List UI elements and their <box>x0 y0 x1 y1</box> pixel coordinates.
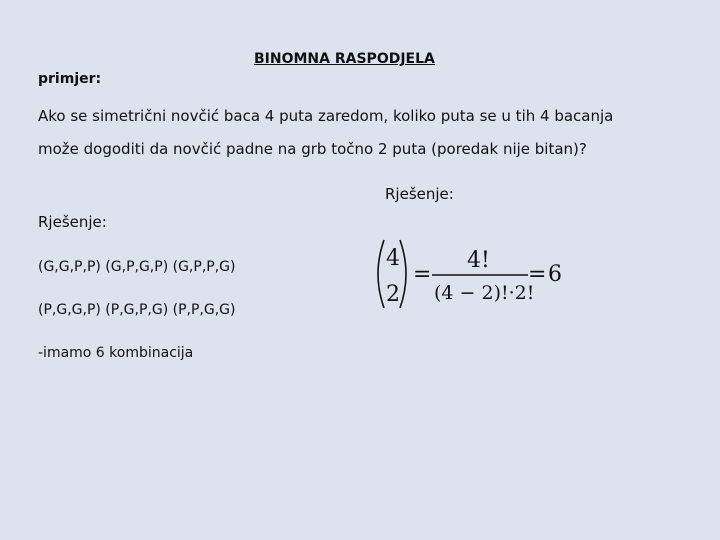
question-line-2: može dogoditi da novčić padne na grb točno 2 puta (poredak nije bitan)? <box>38 140 587 158</box>
question-line-1: Ako se simetrični novčić baca 4 puta zaredom, koliko puta se u tih 4 bacanja <box>38 107 614 125</box>
example-label: primjer: <box>38 71 102 87</box>
binom-bottom: 2 <box>386 282 400 307</box>
conclusion-text: -imamo 6 kombinacija <box>38 345 194 361</box>
binomial-formula <box>368 236 578 312</box>
page-title: BINOMNA RASPODJELA <box>254 51 435 67</box>
solution-label-right: Rješenje: <box>385 185 454 203</box>
solution-label-left: Rješenje: <box>38 213 107 231</box>
equals-sign-2: = <box>528 262 547 287</box>
fraction-denominator: (4 − 2)!·2! <box>434 282 535 304</box>
binom-top: 4 <box>386 246 400 271</box>
fraction-numerator: 4! <box>467 248 490 273</box>
combinations-row-2: (P,G,G,P) (P,G,P,G) (P,P,G,G) <box>38 302 236 318</box>
result-value: 6 <box>548 262 562 287</box>
combinations-row-1: (G,G,P,P) (G,P,G,P) (G,P,P,G) <box>38 259 236 275</box>
right-paren <box>400 240 406 308</box>
equals-sign-1: = <box>413 262 432 287</box>
left-paren <box>378 240 384 308</box>
